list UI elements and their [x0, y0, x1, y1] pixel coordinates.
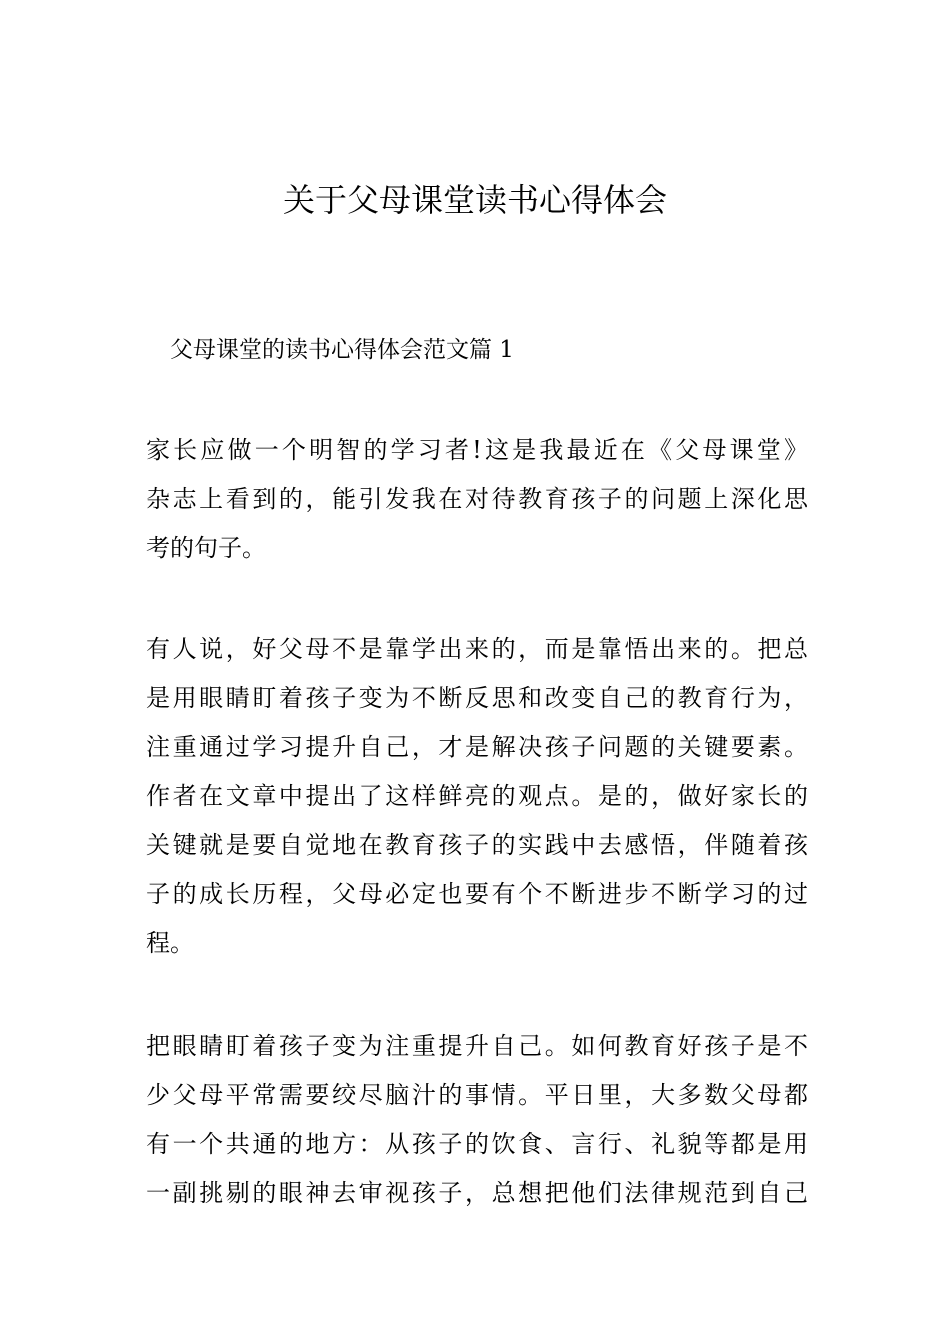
paragraph-line: 一副挑剔的眼神去审视孩子，总想把他们法律规范到自己 — [146, 1179, 808, 1207]
paragraph-line: 作者在文章中提出了这样鲜亮的观点。是的，做好家长的 — [146, 782, 808, 810]
paragraph-3 — [146, 1022, 808, 1218]
paragraph-line: 是用眼睛盯着孩子变为不断反思和改变自己的教育行为， — [146, 684, 808, 712]
paragraph-line: 考的句子。 — [146, 534, 266, 562]
paragraph-line: 少父母平常需要绞尽脑汁的事情。平日里，大多数父母都 — [146, 1081, 808, 1109]
paragraph-line: 有人说，好父母不是靠学出来的，而是靠悟出来的。把总 — [146, 635, 808, 663]
paragraph-1 — [146, 426, 808, 573]
section-heading: 父母课堂的读书心得体会范文篇 1 — [170, 337, 514, 363]
document-title: 关于父母课堂读书心得体会 — [282, 181, 667, 219]
paragraph-line: 关键就是要自觉地在教育孩子的实践中去感悟，伴随着孩 — [146, 831, 808, 859]
paragraph-2 — [146, 625, 808, 968]
paragraph-line: 子的成长历程，父母必定也要有个不断进步不断学习的过 — [146, 880, 808, 908]
paragraph-line: 杂志上看到的，能引发我在对待教育孩子的问题上深化思 — [146, 485, 808, 513]
paragraph-line: 注重通过学习提升自己，才是解决孩子问题的关键要素。 — [146, 733, 808, 761]
paragraph-line: 有一个共通的地方：从孩子的饮食、言行、礼貌等都是用 — [146, 1130, 808, 1158]
paragraph-line: 把眼睛盯着孩子变为注重提升自己。如何教育好孩子是不 — [146, 1032, 808, 1060]
paragraph-line: 家长应做一个明智的学习者!这是我最近在《父母课堂》 — [146, 436, 808, 464]
paragraph-line: 程。 — [146, 929, 194, 957]
